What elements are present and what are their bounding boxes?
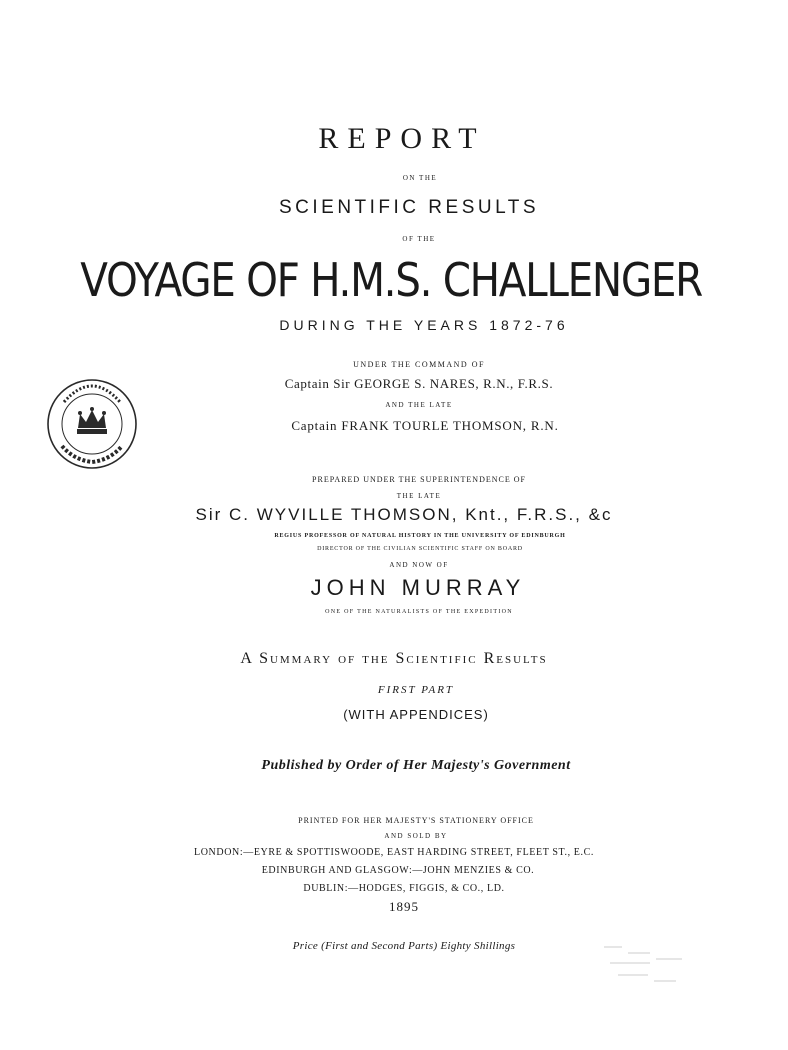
printed-for-text: PRINTED FOR HER MAJESTY'S STATIONERY OFFICE (298, 816, 534, 825)
thomson-captain-line: Captain FRANK TOURLE THOMSON, R.N. (291, 418, 559, 433)
and-now-of-text: AND NOW OF (389, 561, 449, 569)
the-late-text: THE LATE (396, 492, 442, 500)
john-murray-name: JOHN MURRAY (310, 575, 526, 600)
wyville-thomson-line: Sir C. WYVILLE THOMSON, Knt., F.R.S., &c (195, 505, 613, 524)
scientific-results-heading: SCIENTIFIC RESULTS (278, 197, 540, 218)
paper-blemish (598, 936, 698, 998)
under-command-text: UNDER THE COMMAND OF (353, 360, 485, 369)
dublin-publisher-line: DUBLIN:—HODGES, FIGGIS, & CO., LD. (303, 883, 505, 894)
price-text: Price (First and Second Parts) Eighty Shillings (292, 940, 516, 952)
edinburgh-publisher-line: EDINBURGH AND GLASGOW:—JOHN MENZIES & CO. (261, 865, 535, 876)
prepared-text: PREPARED UNDER THE SUPERINTENDENCE OF (312, 475, 526, 484)
voyage-title: VOYAGE OF H.M.S. CHALLENGER (80, 253, 702, 307)
crown-icon (77, 407, 107, 434)
regius-professor-text: REGIUS PROFESSOR OF NATURAL HISTORY IN THE UNIVERSITY OF EDINBURGH (274, 533, 566, 539)
of-the-text: OF THE (402, 235, 436, 243)
report-heading: REPORT (318, 122, 486, 155)
on-the-text: ON THE (402, 174, 438, 182)
nares-line: Captain Sir GEORGE S. NARES, R.N., F.R.S. (284, 376, 554, 391)
director-text: DIRECTOR OF THE CIVILIAN SCIENTIFIC STAFF ON BOARD (317, 546, 523, 552)
publication-year: 1895 (389, 899, 419, 914)
london-publisher-line: LONDON:—EYRE & SPOTTISWOODE, EAST HARDING STREET, FLEET ST., E.C. (194, 847, 594, 858)
first-part-text: FIRST PART (377, 684, 455, 696)
published-by-order-text: Published by Order of Her Majesty's Government (261, 758, 571, 773)
and-the-late-text: AND THE LATE (385, 401, 453, 409)
naturalists-text: ONE OF THE NATURALISTS OF THE EXPEDITION (325, 609, 513, 615)
presentation-stamp (44, 376, 140, 472)
during-years-text: DURING THE YEARS 1872-76 (279, 317, 569, 333)
appendices-text: (WITH APPENDICES) (343, 707, 489, 722)
summary-heading: A Summary of the Scientific Results (240, 650, 548, 667)
sold-by-text: AND SOLD BY (384, 832, 448, 840)
